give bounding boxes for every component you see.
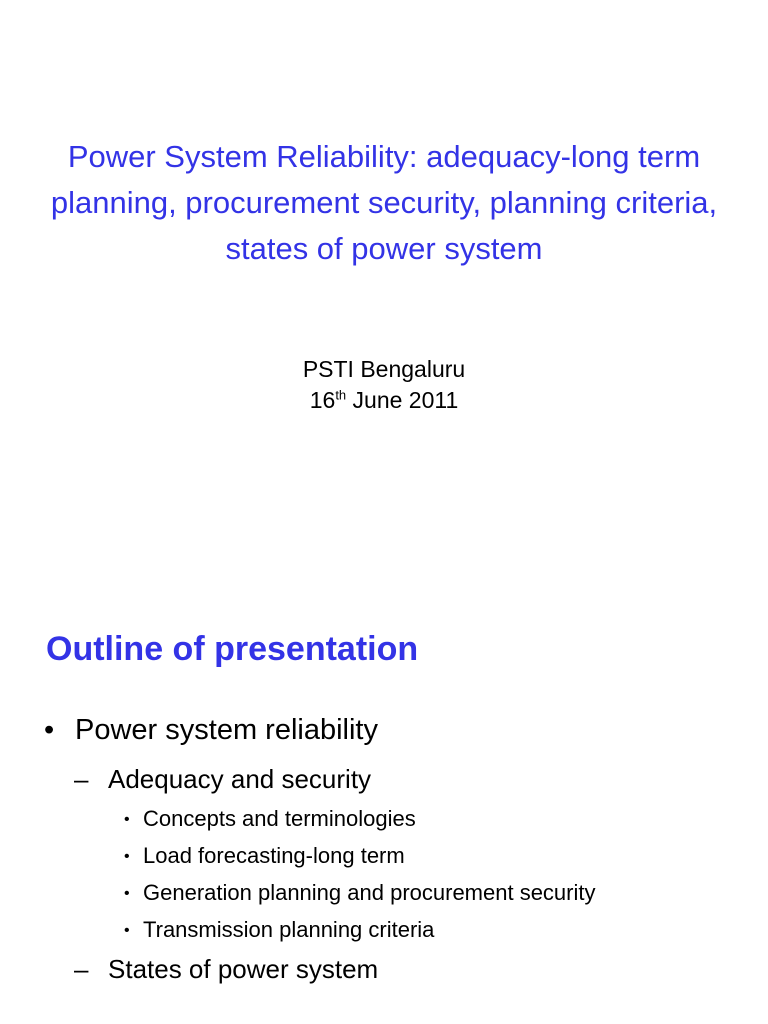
organization-name: PSTI Bengaluru <box>302 356 466 382</box>
bullet-dot-icon: • <box>124 922 130 939</box>
bullet-dot-icon: • <box>124 885 130 902</box>
slide-subtitle <box>0 354 768 416</box>
bullet-text: States of power system <box>108 954 379 984</box>
bullet-item-level3 <box>124 917 434 943</box>
bullet-dash-icon: – <box>74 764 89 794</box>
date-month-year: June 2011 <box>346 387 459 413</box>
outline-heading: Outline of presentation <box>46 630 419 668</box>
bullet-item-level2 <box>74 764 371 795</box>
bullet-dot-icon: • <box>44 714 55 746</box>
bullet-text: Adequacy and security <box>108 764 372 794</box>
presentation-date <box>0 385 768 416</box>
bullet-text: Power system reliability <box>75 714 378 746</box>
date-day: 16 <box>309 387 336 413</box>
bullet-dot-icon: • <box>124 848 130 865</box>
bullet-item-level3 <box>124 806 416 832</box>
bullet-dot-icon: • <box>124 811 130 828</box>
bullet-item-level2 <box>74 954 378 985</box>
bullet-item-level3 <box>124 880 596 906</box>
bullet-text: Load forecasting-long term <box>143 843 405 868</box>
bullet-item-level3 <box>124 843 405 869</box>
bullet-text: Generation planning and procurement security <box>143 880 596 905</box>
bullet-text: Transmission planning criteria <box>143 917 435 942</box>
date-suffix: th <box>335 387 347 403</box>
bullet-dash-icon: – <box>74 954 89 984</box>
bullet-item-level1 <box>44 714 378 747</box>
slide-title-heading: Power System Reliability: adequacy-long term planning, procurement security, planning criteria, states of power system <box>50 139 718 266</box>
bullet-text: Concepts and terminologies <box>143 806 416 831</box>
